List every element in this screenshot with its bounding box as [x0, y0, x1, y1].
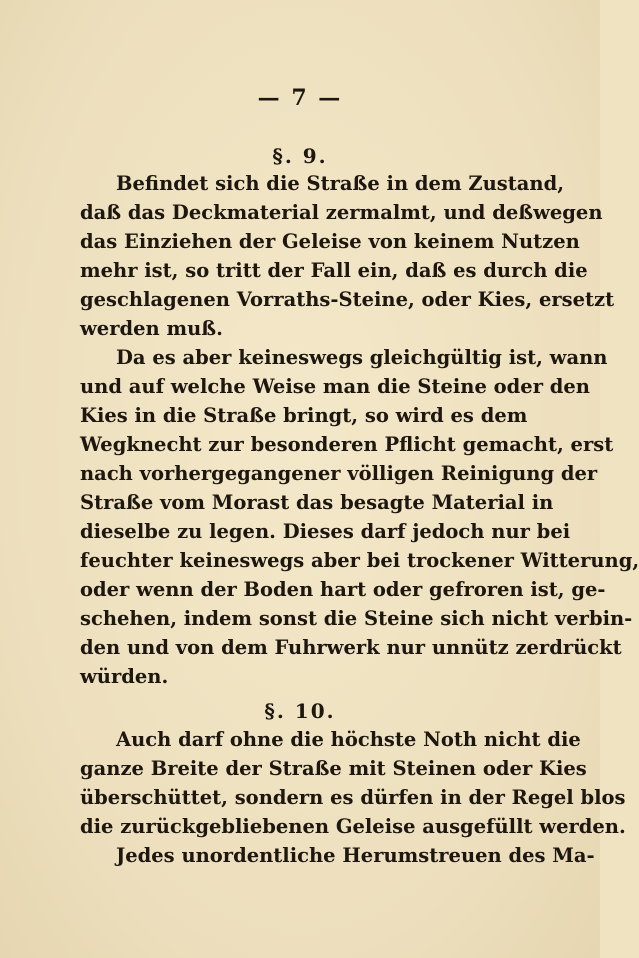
text-line: nach vorhergegangener völligen Reinigung der	[80, 462, 598, 485]
text-line: daß das Deckmaterial zermalmt, und deßwegen	[80, 201, 603, 224]
text-line: den und von dem Fuhrwerk nur unnütz zerdrückt	[80, 636, 622, 659]
text-line: das Einziehen der Geleise von keinem Nutzen	[80, 230, 580, 253]
text-line: dieselbe zu legen. Dieses darf jedoch nur bei	[80, 520, 571, 543]
section-10-heading: §. 10.	[264, 699, 336, 723]
text-line: schehen, indem sonst die Steine sich nicht verbin-	[80, 607, 633, 630]
text-line: und auf welche Weise man die Steine oder den	[80, 375, 590, 398]
text-line: werden muß.	[80, 317, 223, 340]
text-line: oder wenn der Boden hart oder gefroren ist, ge-	[80, 578, 606, 601]
text-line: ganze Breite der Straße mit Steinen oder Kies	[80, 757, 587, 780]
text-line: Kies in die Straße bringt, so wird es dem	[80, 404, 528, 427]
text-line: mehr ist, so tritt der Fall ein, daß es durch die	[80, 259, 588, 282]
section-9-heading: §. 9.	[272, 144, 328, 168]
text-line: überschüttet, sondern es dürfen in der Regel blos	[80, 786, 626, 809]
text-line: Wegknecht zur besonderen Pflicht gemacht, erst	[80, 433, 614, 456]
text-line: feuchter keineswegs aber bei trockener Witterung,	[80, 549, 639, 572]
text-line: Jedes unordentliche Herumstreuen des Ma-	[116, 844, 595, 867]
text-line: Da es aber keineswegs gleichgültig ist, wann	[116, 346, 608, 369]
text-line: würden.	[80, 665, 169, 688]
text-line: Straße vom Morast das besagte Material in	[80, 491, 554, 514]
page-number: — 7 —	[257, 85, 343, 111]
text-line: Auch darf ohne die höchste Noth nicht die	[116, 728, 581, 751]
text-line: Befindet sich die Straße in dem Zustand,	[116, 172, 565, 195]
text-line: geschlagenen Vorraths-Steine, oder Kies, ersetzt	[80, 288, 615, 311]
text-line: die zurückgebliebenen Geleise ausgefüllt werden.	[80, 815, 626, 838]
